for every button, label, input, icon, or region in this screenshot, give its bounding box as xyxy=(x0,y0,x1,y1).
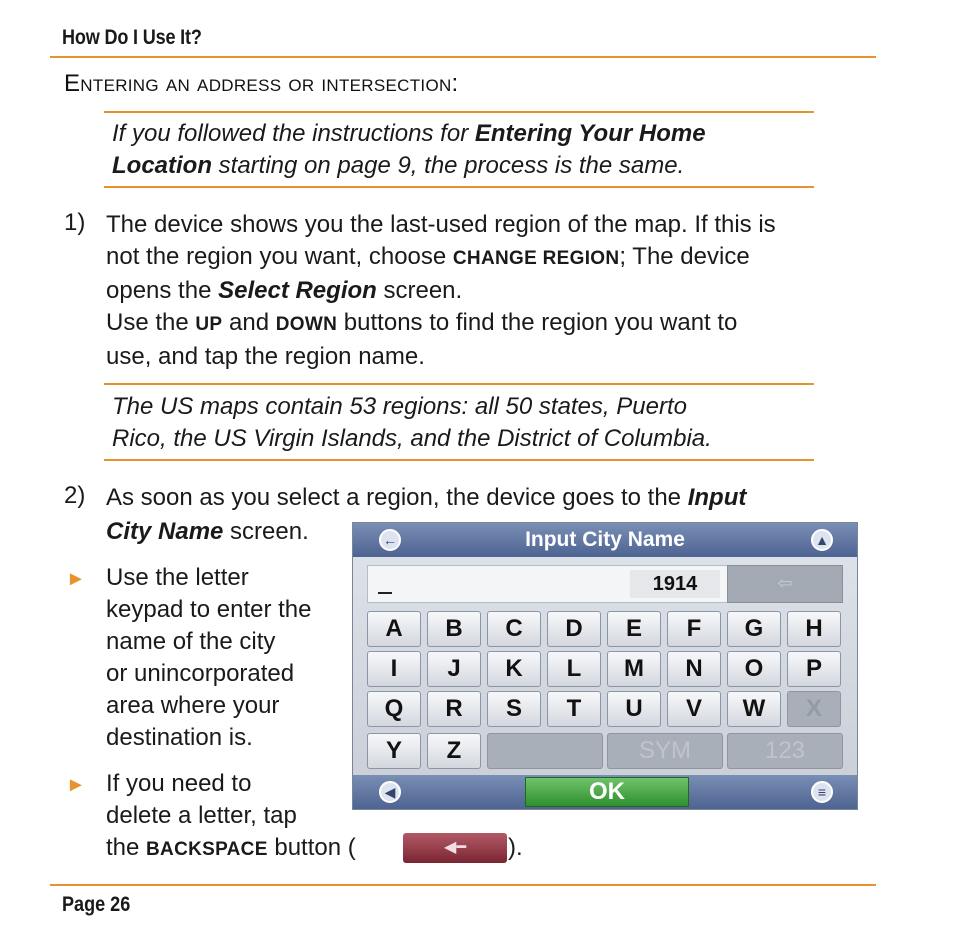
bullet-arrow-icon: ► xyxy=(66,774,86,796)
match-count: 1914 xyxy=(630,570,720,598)
numeric-key[interactable]: 123 xyxy=(727,733,843,769)
key-u[interactable]: U xyxy=(607,691,661,727)
step-2-line1: As soon as you select a region, the device goes to the Input xyxy=(106,484,747,511)
key-o[interactable]: O xyxy=(727,651,781,687)
inline-backspace-button-image xyxy=(403,833,507,863)
step-2-number: 2) xyxy=(64,482,86,509)
page-header-title: How Do I Use It? xyxy=(62,26,202,49)
select-region-label: Select Region xyxy=(218,277,377,304)
key-a[interactable]: A xyxy=(367,611,421,647)
note-rule-top xyxy=(104,111,814,113)
menu-icon[interactable]: ≡ xyxy=(811,781,833,803)
key-d[interactable]: D xyxy=(547,611,601,647)
bullet-2-close-paren: ). xyxy=(508,834,523,861)
step-1-text: The device shows you the last-used region of the map. If this is not the region you want, choose CHANGE REGION; The device opens the Select Region screen. Use the UP and DOWN buttons to find the region you want to use, and tap the region name. xyxy=(106,211,776,370)
bullet-2-text: If you need to delete a letter, tap xyxy=(106,770,297,829)
key-l[interactable]: L xyxy=(547,651,601,687)
bold-entering-home: Entering Your Home xyxy=(474,120,706,147)
change-region-label: CHANGE REGION xyxy=(452,248,620,269)
up-label: UP xyxy=(195,314,223,335)
key-t[interactable]: T xyxy=(547,691,601,727)
key-c[interactable]: C xyxy=(487,611,541,647)
key-b[interactable]: B xyxy=(427,611,481,647)
section-heading: Entering an address or intersection: xyxy=(64,70,459,97)
step-2-line2: City Name screen. xyxy=(106,518,309,545)
back-arrow-icon[interactable]: ← xyxy=(379,529,401,551)
bullet-2-line3: the BACKSPACE button ( xyxy=(106,834,356,861)
city-name-input[interactable] xyxy=(367,565,729,603)
key-g[interactable]: G xyxy=(727,611,781,647)
key-v[interactable]: V xyxy=(667,691,721,727)
sym-key[interactable]: SYM xyxy=(607,733,723,769)
bold-location: Location xyxy=(112,152,212,179)
space-key[interactable] xyxy=(487,733,603,769)
backspace-arrow-icon: ◀━ xyxy=(444,839,466,856)
text-cursor xyxy=(378,592,392,594)
backspace-key[interactable] xyxy=(727,565,843,603)
key-z[interactable]: Z xyxy=(427,733,481,769)
down-label: DOWN xyxy=(275,314,338,335)
device-screenshot xyxy=(352,522,858,810)
device-title: Input City Name xyxy=(525,528,685,551)
key-x[interactable]: X xyxy=(787,691,841,727)
ok-button[interactable]: OK xyxy=(525,777,689,807)
key-j[interactable]: J xyxy=(427,651,481,687)
key-i[interactable]: I xyxy=(367,651,421,687)
bullet-1-text: Use the letter keypad to enter the name of the city or unincorporated area where your destination is. xyxy=(106,564,312,751)
backspace-arrow-icon: ⇦ xyxy=(777,573,793,593)
note-us-maps: The US maps contain 53 regions: all 50 states, Puerto Rico, the US Virgin Islands, and the District of Columbia. xyxy=(112,393,712,452)
key-f[interactable]: F xyxy=(667,611,721,647)
page-number: Page 26 xyxy=(62,893,131,916)
key-h[interactable]: H xyxy=(787,611,841,647)
key-r[interactable]: R xyxy=(427,691,481,727)
speaker-icon[interactable]: ◀ xyxy=(379,781,401,803)
key-e[interactable]: E xyxy=(607,611,661,647)
device-bottom-bar xyxy=(353,775,857,809)
note2-rule-bottom xyxy=(104,459,814,461)
compass-icon[interactable]: ▲ xyxy=(811,529,833,551)
key-k[interactable]: K xyxy=(487,651,541,687)
bullet-arrow-icon: ► xyxy=(66,568,86,590)
key-y[interactable]: Y xyxy=(367,733,421,769)
key-s[interactable]: S xyxy=(487,691,541,727)
key-m[interactable]: M xyxy=(607,651,661,687)
note2-rule-top xyxy=(104,383,814,385)
footer-rule xyxy=(50,884,876,886)
key-w[interactable]: W xyxy=(727,691,781,727)
step-1-number: 1) xyxy=(64,209,86,236)
backspace-label: BACKSPACE xyxy=(146,839,268,860)
device-title-bar xyxy=(353,523,857,557)
key-q[interactable]: Q xyxy=(367,691,421,727)
note-home-location: If you followed the instructions for Entering Your Home Location starting on page 9, the process is the same. xyxy=(112,120,706,179)
key-n[interactable]: N xyxy=(667,651,721,687)
note-rule-bottom xyxy=(104,186,814,188)
header-rule xyxy=(50,56,876,58)
key-p[interactable]: P xyxy=(787,651,841,687)
